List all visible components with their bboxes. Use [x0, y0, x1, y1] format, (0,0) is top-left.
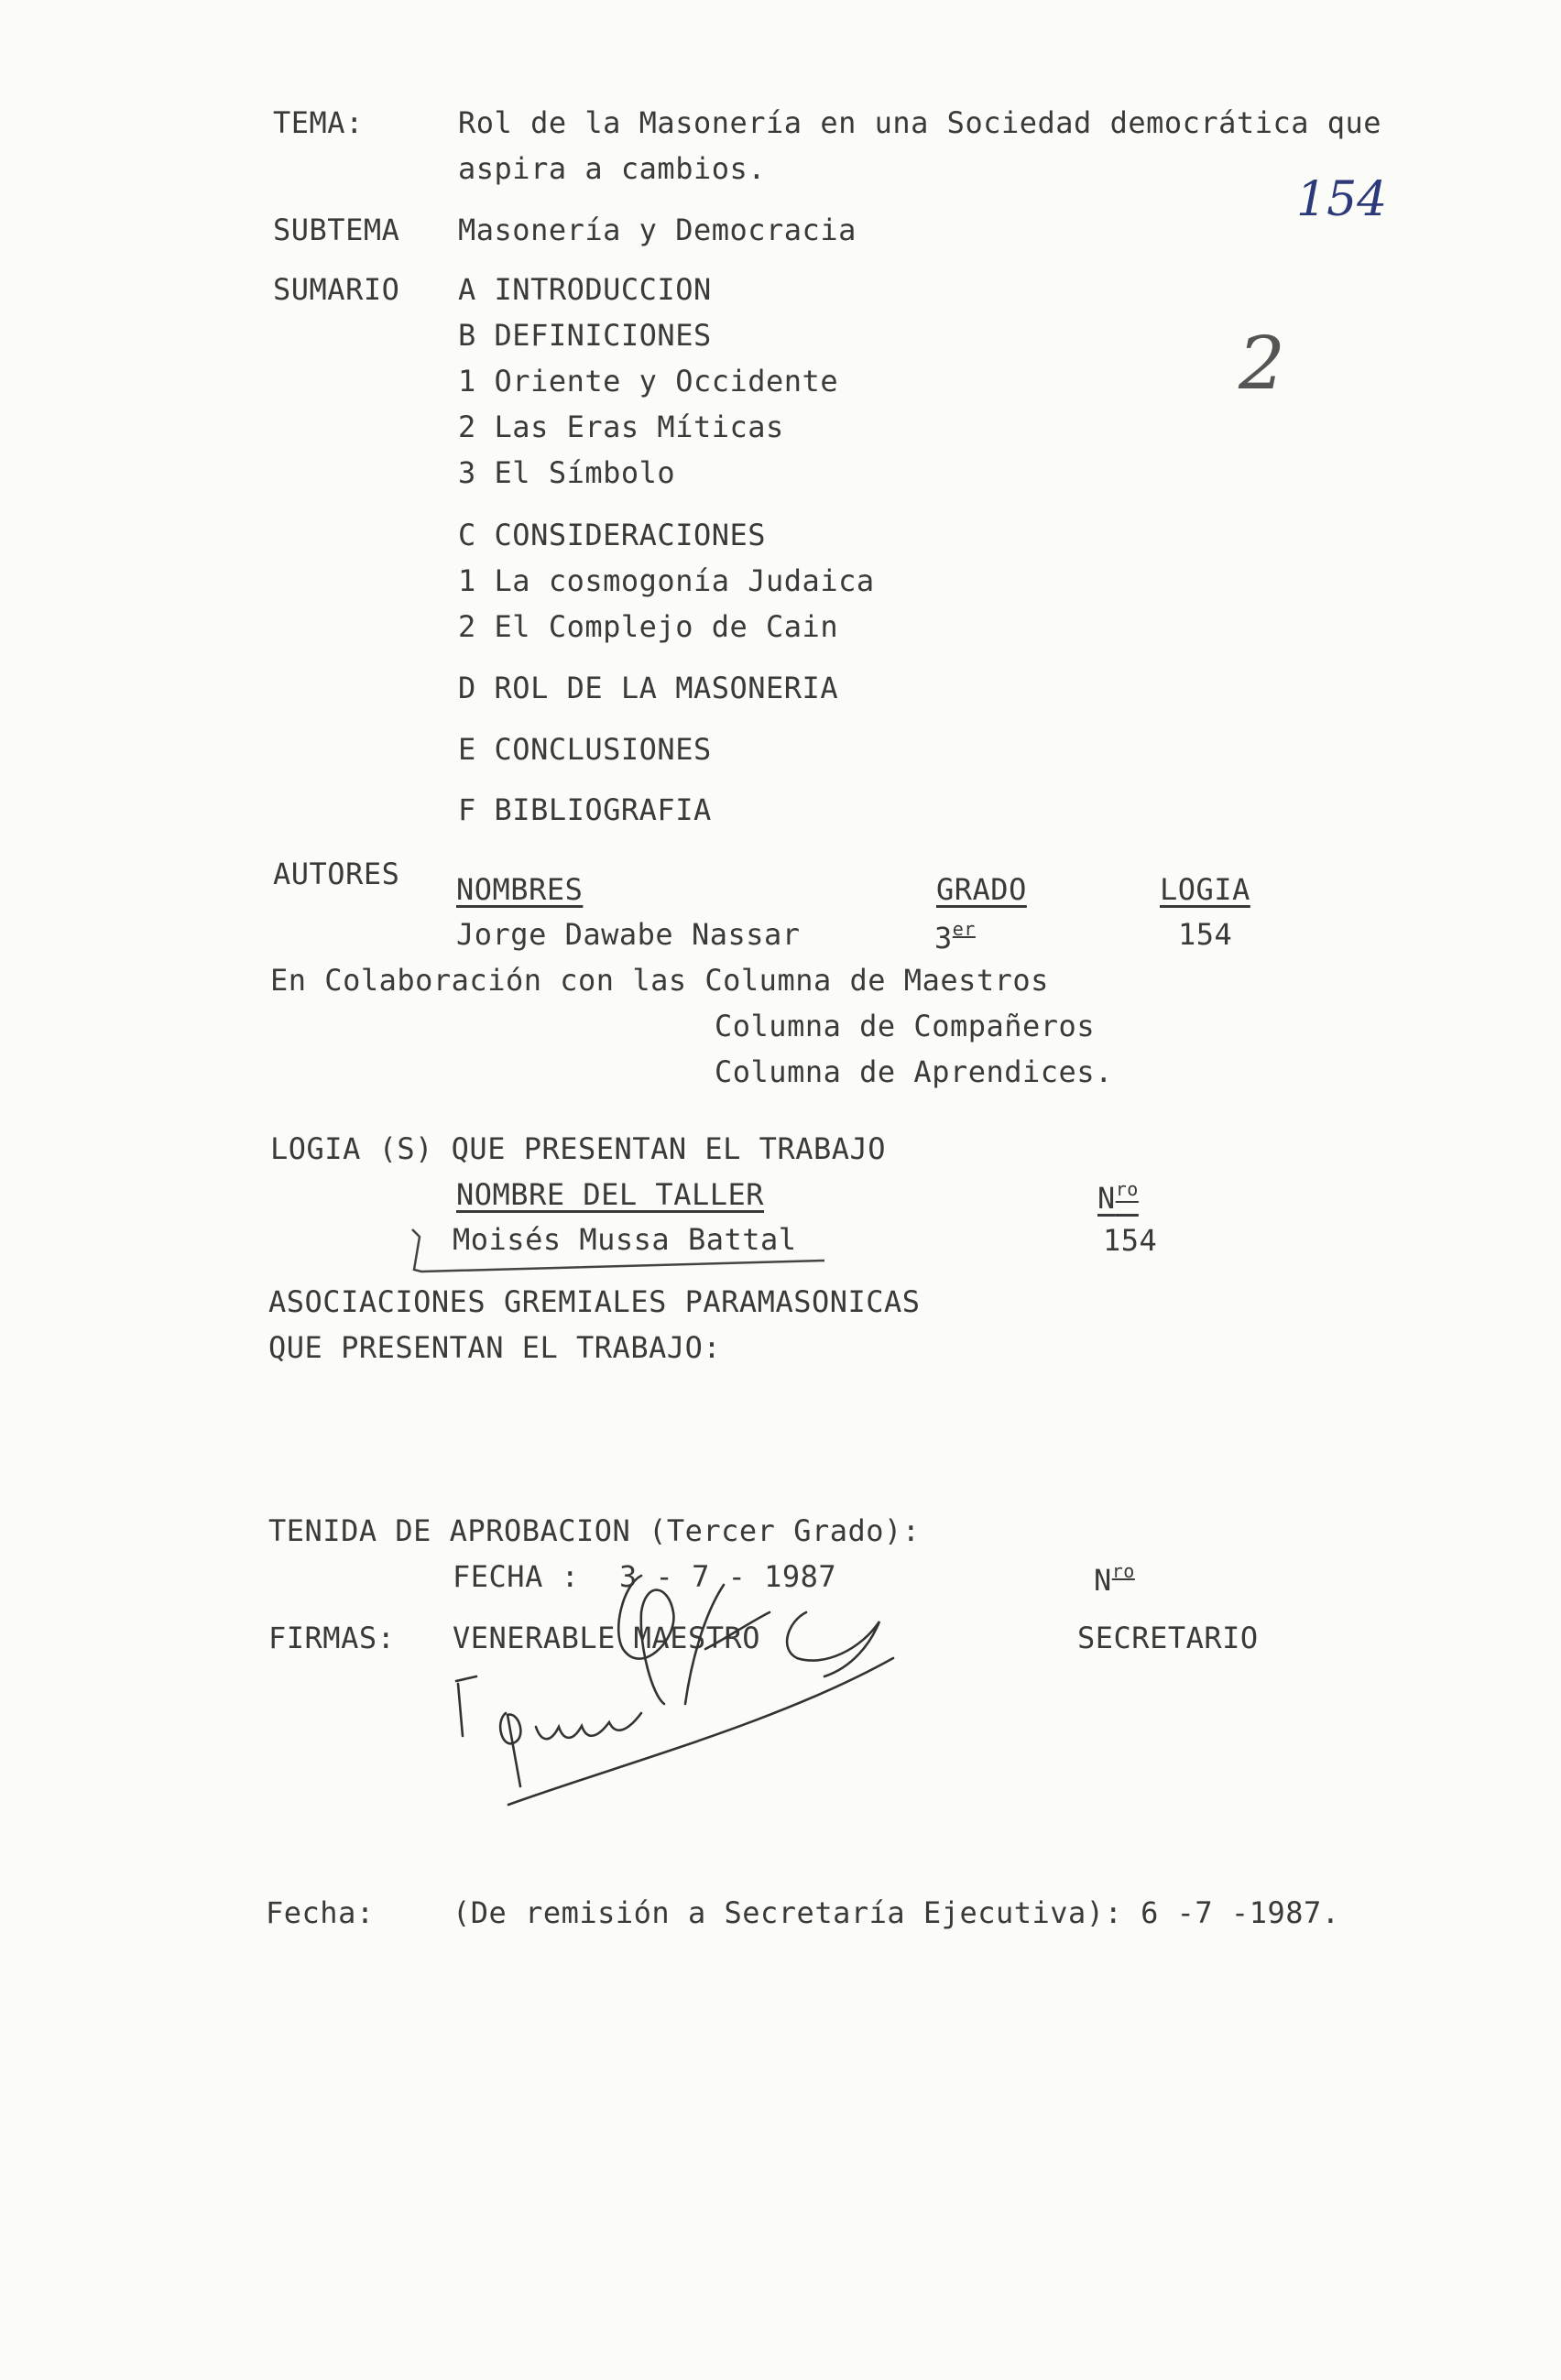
taller-nro: 154 [1103, 1223, 1158, 1258]
signature-icon [456, 1576, 893, 1805]
sumario-item: 1 La cosmogonía Judaica [458, 563, 875, 598]
logias-heading: LOGIA (S) QUE PRESENTAN EL TRABAJO [270, 1131, 887, 1166]
sumario-item: B DEFINICIONES [458, 318, 712, 353]
fecha-label: FECHA : [453, 1559, 580, 1594]
remision-label: Fecha: [266, 1895, 375, 1930]
subtema-label: SUBTEMA [273, 213, 400, 247]
tema-label: TEMA: [273, 105, 364, 140]
sumario-item: D ROL DE LA MASONERIA [458, 671, 839, 705]
tema-line-2: aspira a cambios. [458, 151, 767, 186]
venerable-maestro: VENERABLE MAESTRO [453, 1621, 761, 1655]
autores-label: AUTORES [273, 857, 400, 891]
asociaciones-line-2: QUE PRESENTAN EL TRABAJO: [268, 1330, 722, 1365]
tema-line-1: Rol de la Masonería en una Sociedad democrática que [458, 105, 1382, 140]
secretario: SECRETARIO [1077, 1621, 1259, 1655]
sumario-item: C CONSIDERACIONES [458, 518, 767, 552]
firmas-label: FIRMAS: [268, 1621, 396, 1655]
taller-nombre: Moisés Mussa Battal [453, 1222, 797, 1257]
colaboracion-line-3: Columna de Aprendices. [715, 1054, 1113, 1089]
autor-nombre: Jorge Dawabe Nassar [456, 917, 801, 952]
sumario-item: A INTRODUCCION [458, 272, 712, 307]
subtema-value: Masonería y Democracia [458, 213, 857, 247]
taller-bracket-mark [412, 1229, 824, 1272]
col-nro: $N^{ro}$ [1097, 1178, 1139, 1216]
asociaciones-line-1: ASOCIACIONES GREMIALES PARAMASONICAS [268, 1284, 921, 1319]
colaboracion-line-2: Columna de Compañeros [715, 1009, 1096, 1043]
sumario-item: 2 Las Eras Míticas [458, 409, 784, 444]
sumario-item: 2 El Complejo de Cain [458, 609, 839, 644]
sumario-label: SUMARIO [273, 272, 400, 307]
sumario-item: 3 El Símbolo [458, 455, 676, 490]
autor-logia: 154 [1178, 917, 1233, 952]
tenida-nro: $N^{ro}$ [1094, 1560, 1135, 1598]
fecha-aprobacion: 3 - 7 - 1987 [619, 1559, 837, 1594]
col-logia: LOGIA [1160, 872, 1250, 907]
handwritten-page-number: 154 [1296, 172, 1388, 227]
sumario-item: F BIBLIOGRAFIA [458, 792, 712, 827]
tenida-line: TENIDA DE APROBACION (Tercer Grado): [268, 1513, 921, 1548]
col-nombres: NOMBRES [456, 872, 584, 907]
autor-grado: 3er [934, 918, 976, 955]
remision-value: (De remisión a Secretaría Ejecutiva): 6 -7 -1987. [453, 1895, 1340, 1930]
sumario-item: 1 Oriente y Occidente [458, 364, 839, 398]
col-nombre-taller: NOMBRE DEL TALLER [456, 1177, 765, 1212]
col-grado: GRADO [936, 872, 1027, 907]
colaboracion-line-1: En Colaboración con las Columna de Maestros [270, 963, 1049, 998]
sumario-item: E CONCLUSIONES [458, 732, 712, 767]
handwritten-margin-mark: 2 [1239, 321, 1285, 406]
